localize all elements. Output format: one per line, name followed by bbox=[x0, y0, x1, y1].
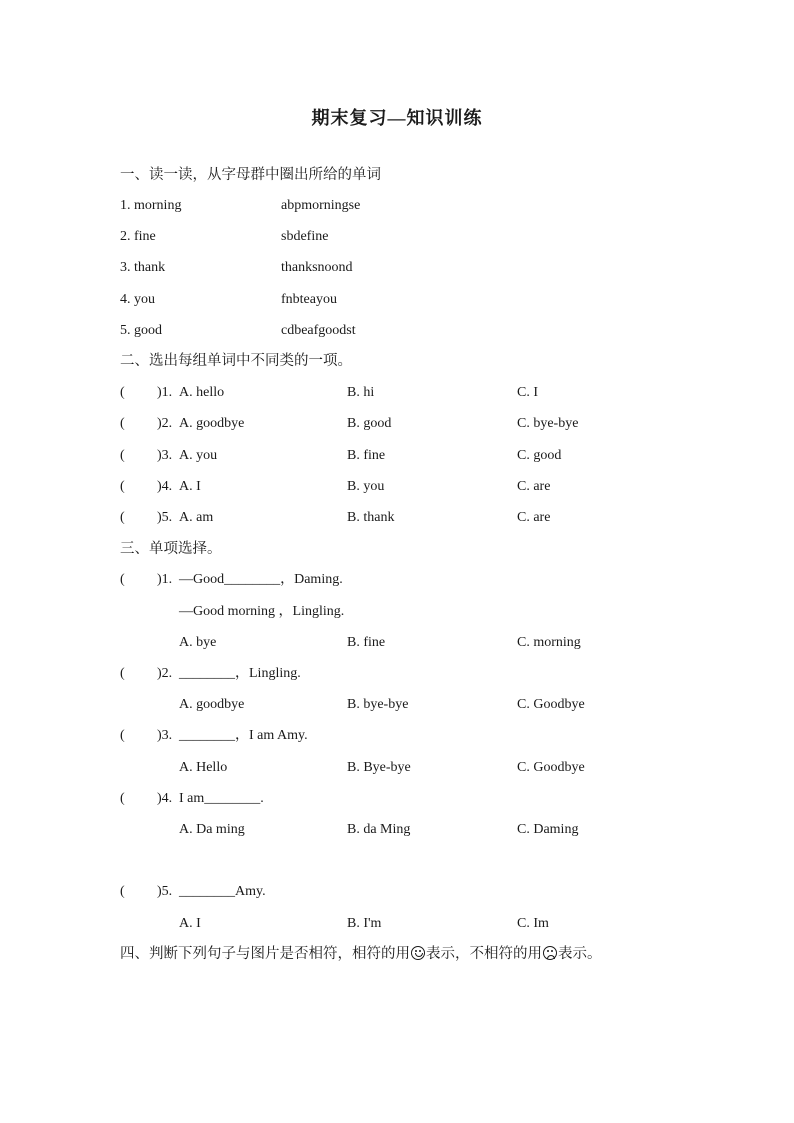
answer-paren: ( bbox=[120, 884, 125, 899]
options-row bbox=[0, 757, 794, 779]
answer-paren: ( bbox=[120, 416, 125, 431]
question-row bbox=[0, 507, 794, 529]
options-row bbox=[0, 819, 794, 841]
question-row bbox=[0, 445, 794, 467]
question-row bbox=[0, 569, 794, 591]
question-row bbox=[0, 881, 794, 903]
option-c: C. Daming bbox=[517, 822, 579, 837]
option-c: C. are bbox=[517, 510, 551, 525]
section4-heading bbox=[120, 943, 794, 965]
question-number: )4. bbox=[157, 479, 173, 494]
answer-paren: ( bbox=[120, 448, 125, 463]
section4-heading-part1: 四、判断下列句子与图片是否相符，相符的用 bbox=[120, 946, 410, 962]
option-a: A. am bbox=[179, 510, 214, 525]
question-stem-line bbox=[0, 601, 794, 623]
question-stem: —Good________，Daming. bbox=[179, 572, 343, 587]
option-a: A. Hello bbox=[179, 760, 228, 775]
page-title: 期末复习—知识训练 bbox=[311, 108, 483, 128]
question-row bbox=[0, 663, 794, 685]
answer-paren: ( bbox=[120, 666, 125, 681]
answer-paren: ( bbox=[120, 479, 125, 494]
question-stem-reply: —Good morning ，Lingling. bbox=[179, 604, 345, 619]
option-b: B. thank bbox=[347, 510, 395, 525]
section3-heading: 三、单项选择。 bbox=[120, 541, 222, 557]
question-row bbox=[0, 788, 794, 810]
answer-paren: ( bbox=[120, 385, 125, 400]
answer-paren: ( bbox=[120, 510, 125, 525]
list-item bbox=[0, 320, 794, 342]
option-b: B. bye-bye bbox=[347, 697, 409, 712]
word: 3. thank bbox=[120, 260, 166, 275]
options-row bbox=[0, 632, 794, 654]
word: 4. you bbox=[120, 292, 155, 307]
smile-face-icon bbox=[411, 946, 425, 960]
option-c: C. Goodbye bbox=[517, 697, 585, 712]
answer-paren: ( bbox=[120, 728, 125, 743]
word: 1. morning bbox=[120, 198, 182, 213]
word: 5. good bbox=[120, 323, 162, 338]
option-a: A. you bbox=[179, 448, 218, 463]
option-c: C. bye-bye bbox=[517, 416, 579, 431]
option-a: A. hello bbox=[179, 385, 225, 400]
option-c: C. Im bbox=[517, 916, 549, 931]
question-number: )4. bbox=[157, 791, 173, 806]
list-item bbox=[0, 226, 794, 248]
option-a: A. I bbox=[179, 916, 201, 931]
question-row bbox=[0, 476, 794, 498]
option-b: B. good bbox=[347, 416, 392, 431]
answer-paren: ( bbox=[120, 791, 125, 806]
option-a: A. bye bbox=[179, 635, 217, 650]
option-a: A. goodbye bbox=[179, 416, 245, 431]
option-b: B. fine bbox=[347, 448, 386, 463]
question-number: )2. bbox=[157, 666, 173, 681]
option-a: A. goodbye bbox=[179, 697, 245, 712]
question-stem: ________Amy. bbox=[179, 884, 266, 899]
option-b: B. da Ming bbox=[347, 822, 411, 837]
question-number: )3. bbox=[157, 448, 173, 463]
word: 2. fine bbox=[120, 229, 156, 244]
letter-group: thanksnoond bbox=[281, 260, 353, 275]
question-row bbox=[0, 413, 794, 435]
option-b: B. Bye-bye bbox=[347, 760, 411, 775]
section2-heading: 二、选出每组单词中不同类的一项。 bbox=[120, 353, 352, 369]
list-item bbox=[0, 257, 794, 279]
option-c: C. morning bbox=[517, 635, 581, 650]
option-b: B. you bbox=[347, 479, 385, 494]
letter-group: sbdefine bbox=[281, 229, 329, 244]
list-item bbox=[0, 289, 794, 311]
question-row bbox=[0, 725, 794, 747]
question-number: )3. bbox=[157, 728, 173, 743]
option-c: C. are bbox=[517, 479, 551, 494]
options-row bbox=[0, 913, 794, 935]
option-b: B. I'm bbox=[347, 916, 382, 931]
section4-heading-part2: 表示，不相符的用 bbox=[426, 946, 542, 962]
option-c: C. I bbox=[517, 385, 538, 400]
question-number: )5. bbox=[157, 510, 173, 525]
option-a: A. Da ming bbox=[179, 822, 245, 837]
question-number: )2. bbox=[157, 416, 173, 431]
options-row bbox=[0, 694, 794, 716]
question-number: )5. bbox=[157, 884, 173, 899]
question-stem: I am________. bbox=[179, 791, 264, 806]
option-b: B. fine bbox=[347, 635, 386, 650]
letter-group: cdbeafgoodst bbox=[281, 323, 356, 338]
letter-group: abpmorningse bbox=[281, 198, 361, 213]
answer-paren: ( bbox=[120, 572, 125, 587]
section1-heading: 一、读一读，从字母群中圈出所给的单词 bbox=[120, 167, 381, 183]
option-c: C. good bbox=[517, 448, 562, 463]
option-c: C. Goodbye bbox=[517, 760, 585, 775]
question-number: )1. bbox=[157, 572, 173, 587]
question-row bbox=[0, 382, 794, 404]
letter-group: fnbteayou bbox=[281, 292, 337, 307]
question-stem: ________，Lingling. bbox=[179, 666, 301, 681]
option-b: B. hi bbox=[347, 385, 375, 400]
frown-face-icon bbox=[543, 946, 557, 960]
option-a: A. I bbox=[179, 479, 201, 494]
section4-heading-part3: 表示。 bbox=[558, 946, 602, 962]
question-number: )1. bbox=[157, 385, 173, 400]
list-item bbox=[0, 195, 794, 217]
question-stem: ________，I am Amy. bbox=[179, 728, 308, 743]
